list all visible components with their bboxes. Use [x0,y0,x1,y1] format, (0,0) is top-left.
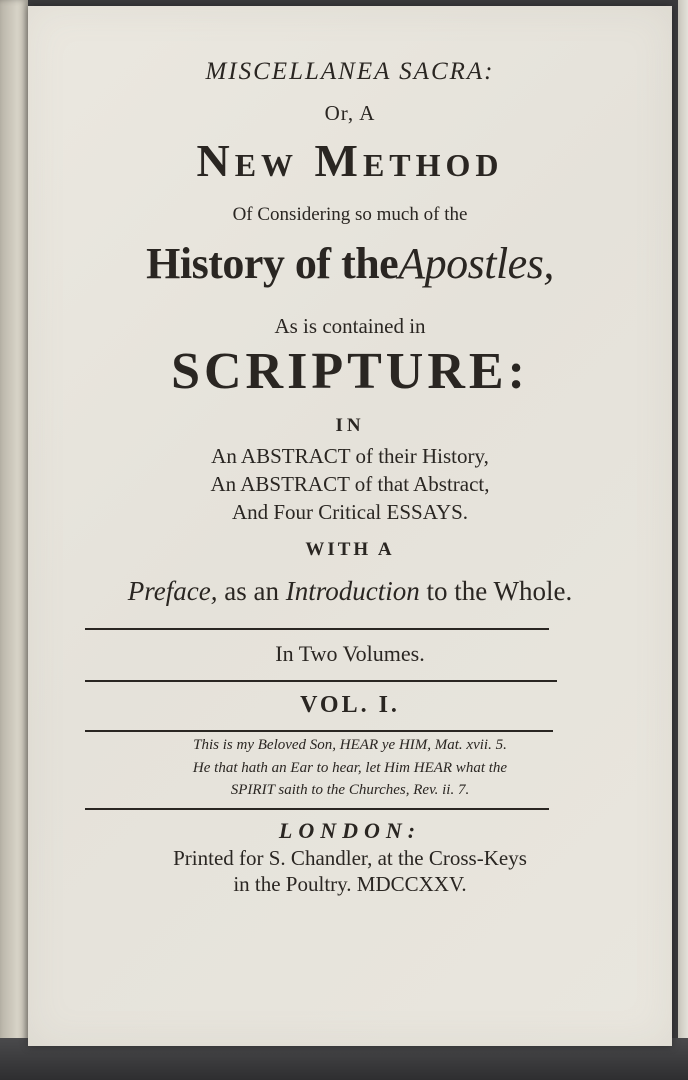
scripture-heading: SCRIPTURE: [171,343,529,400]
abstract-line-1: An ABSTRACT of their History, [211,444,489,468]
epigraph-line-3: SPIRIT saith to the Churches, Rev. ii. 7. [230,782,470,798]
volumes-line: In Two Volumes. [275,641,425,666]
as-an: as an [224,576,279,606]
epigraph-line-2: He that hath an Ear to hear, let Him HEAR what the [192,760,508,776]
in-line: IN [335,415,365,436]
to-the-whole: to the Whole. [426,576,573,606]
left-page-edge [0,0,28,1080]
rule-4 [85,808,549,810]
as-contained: As is contained in [274,314,426,338]
new-method-heading: New Method [196,135,504,186]
preface: Preface, [127,576,218,606]
right-page-edge [678,0,688,1080]
with-a: WITH A [305,539,395,560]
or-a: Or, A [324,101,376,125]
title-page [28,6,672,1046]
rule-1 [85,628,549,630]
preface-line [28,576,672,607]
rule-3 [85,730,553,732]
printed-line-1: Printed for S. Chandler, at the Cross-Keys [173,846,527,870]
printed-line-2: in the Poultry. MDCCXXV. [233,872,467,896]
history-heading [28,238,672,289]
epigraph-line-1: This is my Beloved Son, HEAR ye HIM, Mat. xvii. 5. [193,737,507,753]
history-of-the: History of the [146,239,399,288]
essays-line: And Four Critical ESSAYS. [231,500,469,524]
considering-line: Of Considering so much of the [232,204,468,225]
london: LONDON: [278,818,422,843]
abstract-line-2: An ABSTRACT of that Abstract, [210,472,490,496]
series-title: MISCELLANEA SACRA: [205,58,495,85]
apostles: Apostles, [398,239,554,288]
rule-2 [85,680,557,682]
volume-number: VOL. I. [300,692,400,718]
introduction: Introduction [285,576,420,606]
